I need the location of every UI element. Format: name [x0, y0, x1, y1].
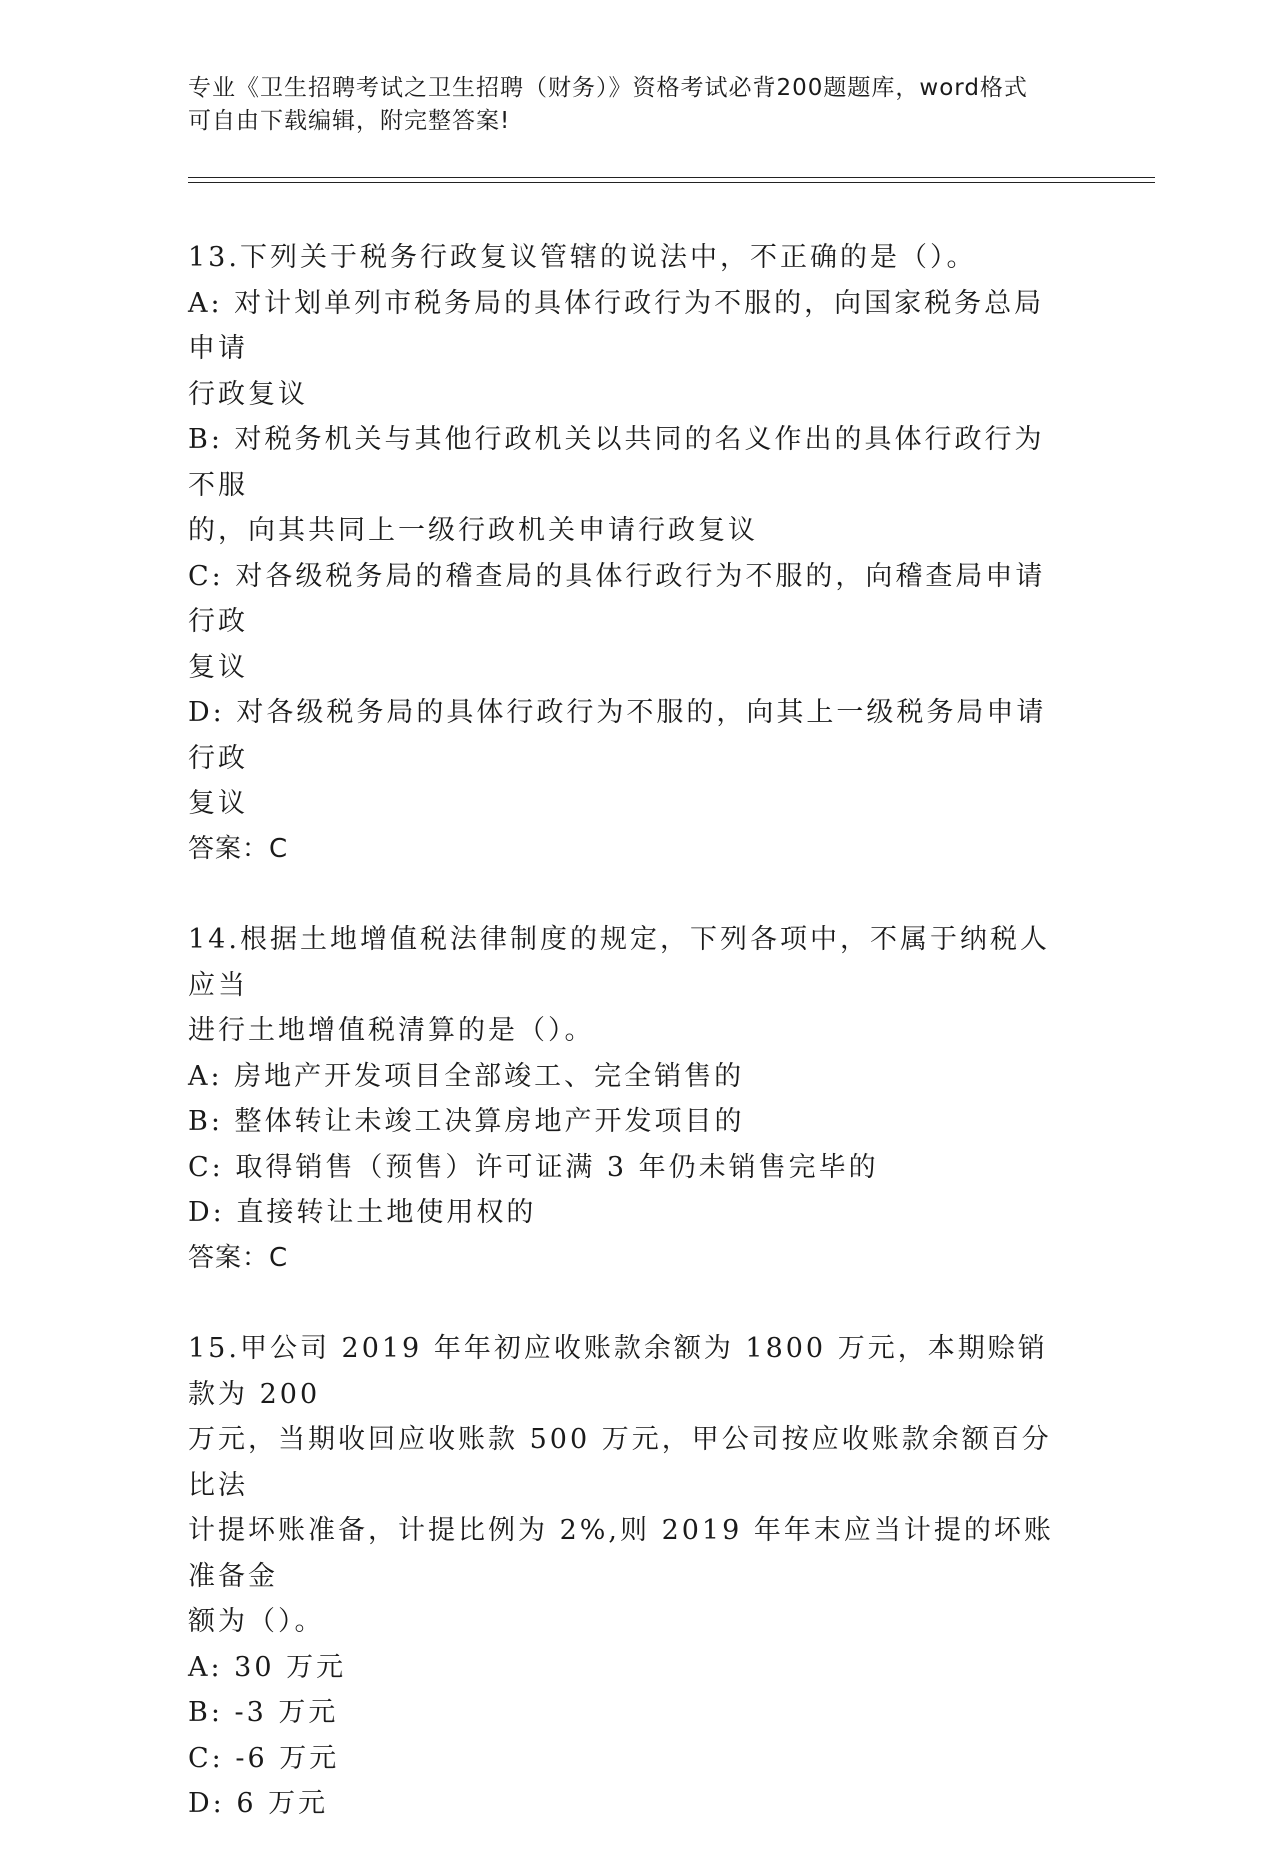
question-stem-line: 额为（）。 [188, 1606, 325, 1637]
option-line: A: 30 万元 [188, 1651, 347, 1683]
answer-label: 答案：C [188, 833, 289, 864]
header-line-1: 专业《卫生招聘考试之卫生招聘（财务）》资格考试必背200题题库，word格式 [188, 75, 1028, 101]
question-stem-line: 14.根据土地增值税法律制度的规定，下列各项中，不属于纳税人应当 [188, 924, 1050, 1001]
option-line: 行政复议 [188, 378, 308, 410]
question-stem-line: 万元，当期收回应收账款 500 万元，甲公司按应收账款余额百分比法 [188, 1424, 1052, 1501]
header-line-2: 可自由下载编辑，附完整答案! [188, 108, 511, 134]
option-line: D: 6 万元 [188, 1788, 329, 1819]
option-line: A: 房地产开发项目全部竣工、完全销售的 [188, 1060, 745, 1092]
option-line: 复议 [188, 788, 248, 819]
option-line: B: 整体转让未竣工决算房地产开发项目的 [188, 1106, 745, 1137]
document-header [188, 72, 1068, 138]
header-divider-bottom [188, 182, 1155, 183]
header-divider-top [188, 177, 1155, 178]
option-line: B: 对税务机关与其他行政机关以共同的名义作出的具体行政行为不服 [188, 424, 1045, 501]
option-line: D: 对各级税务局的具体行政行为不服的，向其上一级税务局申请行政 [188, 697, 1047, 774]
option-line: D: 直接转让土地使用权的 [188, 1197, 537, 1228]
question-15 [188, 1326, 1068, 1827]
option-line: B: -3 万元 [188, 1697, 339, 1728]
option-line: 复议 [188, 651, 248, 683]
option-line: C: 取得销售（预售）许可证满 3 年仍未销售完毕的 [188, 1151, 879, 1183]
question-stem-line: 15.甲公司 2019 年年初应收账款余额为 1800 万元，本期赊销款为 200 [188, 1333, 1048, 1410]
answer-label: 答案：C [188, 1242, 289, 1273]
question-14 [188, 917, 1068, 1281]
option-line: A: 对计划单列市税务局的具体行政行为不服的，向国家税务总局申请 [188, 287, 1045, 364]
option-line: C: 对各级税务局的稽查局的具体行政行为不服的，向稽查局申请行政 [188, 560, 1046, 637]
question-stem-line: 计提坏账准备，计提比例为 2%,则 2019 年年末应当计提的坏账准备金 [188, 1515, 1054, 1592]
option-line: C: -6 万元 [188, 1742, 340, 1774]
question-list [188, 235, 1068, 1872]
question-stem-line: 13.下列关于税务行政复议管辖的说法中，不正确的是（）。 [188, 242, 977, 273]
option-line: 的，向其共同上一级行政机关申请行政复议 [188, 515, 758, 546]
question-13 [188, 235, 1068, 872]
question-stem-line: 进行土地增值税清算的是（）。 [188, 1015, 595, 1046]
